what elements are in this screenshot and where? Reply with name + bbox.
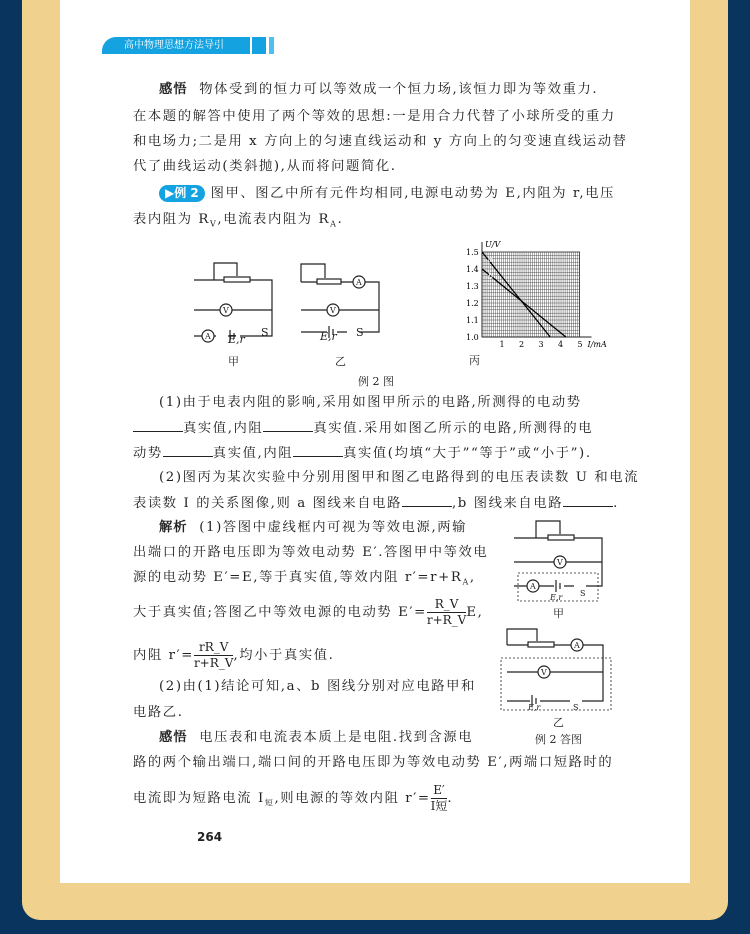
analysis-text: 出端口的开路电压即为等效电动势 E′.答图甲中等效电 (133, 545, 489, 560)
header-decor (269, 37, 274, 54)
fraction: $\frac{rR\_V}{r+R\_V}$ (193, 640, 234, 670)
label-jia: 甲 (228, 355, 239, 368)
answer-blank[interactable] (163, 443, 213, 457)
answer-label-yi: 乙 (553, 716, 564, 729)
svg-text:S: S (580, 589, 586, 598)
svg-text:V: V (223, 306, 229, 315)
u-i-graph (400, 240, 607, 352)
label-er: E,r (228, 333, 245, 346)
svg-text:V: V (541, 668, 547, 677)
svg-text:V: V (557, 558, 563, 567)
analysis-text: , (469, 570, 476, 585)
analysis-text: (2)由(1)结论可知,a、b 图线分别对应电路甲和 (159, 679, 476, 694)
y-tick-label: 1.2 (466, 299, 479, 308)
answer-circuit-yi (500, 626, 615, 716)
analysis-text: 源的电动势 E′=E,等于真实值,等效内阻 r′=r+R (133, 570, 463, 585)
subscript: A (330, 219, 338, 229)
insight-label: 感悟 (159, 730, 188, 745)
label-er: E,r (320, 330, 337, 343)
analysis-label: 解析 (159, 520, 188, 535)
question-text: (1)由于电表内阻的影响,采用如图甲所示的电路,所测得的电动势 (159, 395, 582, 410)
svg-text:A: A (574, 641, 580, 650)
fraction: $\frac{R\_V}{r+R\_V}$ (426, 597, 467, 627)
answer-circuit-jia (510, 516, 610, 606)
question-text: 真实值(均填“大于”“等于”或“小于”). (343, 446, 592, 461)
subscript: V (210, 219, 218, 229)
x-axis-label: I/mA (587, 340, 607, 349)
example-text: 表内阻为 R (133, 212, 211, 227)
answer-blank[interactable] (263, 418, 313, 432)
example-badge: ▶例 2 (159, 185, 205, 202)
x-tick-label: 3 (538, 340, 544, 349)
question-text: 表读数 I 的关系图像,则 a 图线来自电路 (133, 496, 402, 511)
header-decor (252, 37, 266, 54)
insight-text: 代了曲线运动(类斜抛),从而将问题简化. (133, 159, 397, 174)
analysis-text: (1)答图中虚线框内可视为等效电源,两输 (199, 520, 468, 535)
subscript: A (462, 577, 470, 587)
insight-text: 在本题的解答中使用了两个等效的思想:一是用合力代替了小球所受的重力 (133, 109, 616, 124)
page-number: 264 (197, 830, 223, 844)
insight-text: 电流即为短路电流 I (133, 791, 265, 806)
x-tick-label: 1 (499, 340, 505, 349)
fraction: $\frac{E'}{\text{I短}}$ (430, 783, 448, 813)
label-bing: 丙 (469, 354, 480, 367)
example-text: 图甲、图乙中所有元件均相同,电源电动势为 E,内阻为 r,电压 (210, 186, 616, 201)
answer-label-jia: 甲 (553, 607, 564, 620)
answer-blank[interactable] (402, 493, 452, 507)
insight-text: 电压表和电流表本质上是电阻.找到含源电 (199, 730, 474, 745)
x-tick-label: 4 (558, 340, 564, 349)
question-text: 动势 (133, 446, 163, 461)
y-tick-label: 1.3 (466, 282, 479, 291)
question-text: ,b 图线来自电路 (451, 496, 564, 511)
label-switch: S (261, 326, 269, 339)
figure-caption: 例 2 图 (358, 375, 394, 388)
question-text: 真实值,内阻 (183, 421, 264, 436)
analysis-text: 大于真实值;答图乙中等效电源的电动势 E′= (133, 605, 427, 620)
x-tick-label: 5 (577, 340, 583, 349)
insight-text: 物体受到的恒力可以等效成一个恒力场,该恒力即为等效重力. (199, 82, 599, 97)
svg-text:A: A (205, 332, 211, 341)
answer-blank[interactable] (563, 493, 613, 507)
circuit-yi (297, 258, 387, 338)
running-header: 高中物理思想方法导引 (102, 37, 250, 54)
svg-text:A: A (356, 278, 362, 287)
analysis-text: 电路乙. (133, 705, 184, 720)
answer-figure-caption: 例 2 答图 (535, 733, 582, 746)
question-text: 真实值.采用如图乙所示的电路,所测得的电 (313, 421, 594, 436)
graph-line-label: b (487, 271, 493, 281)
svg-text:A: A (530, 582, 536, 591)
label-yi: 乙 (335, 355, 346, 368)
subscript: 短 (264, 798, 275, 808)
insight-text: . (447, 791, 454, 806)
x-tick-label: 2 (519, 340, 525, 349)
analysis-text: E, (466, 605, 484, 620)
book-page (60, 0, 690, 883)
question-text: (2)图丙为某次实验中分别用图甲和图乙电路得到的电压表读数 U 和电流 (159, 470, 640, 485)
y-tick-label: 1.0 (466, 333, 479, 342)
svg-text:V: V (330, 306, 336, 315)
answer-blank[interactable] (133, 418, 183, 432)
analysis-text: ,均小于真实值. (233, 648, 335, 663)
y-tick-label: 1.5 (466, 248, 479, 257)
y-tick-label: 1.1 (466, 316, 479, 325)
question-text: 真实值,内阻 (212, 446, 294, 461)
svg-text:E,r: E,r (528, 703, 541, 712)
insight-label: 感悟 (159, 82, 188, 97)
example-text: . (337, 212, 344, 227)
insight-text: 路的两个输出端口,端口间的开路电压即为等效电动势 E′,两端口短路时的 (133, 755, 614, 770)
insight-text: 和电场力;二是用 x 方向上的匀速直线运动和 y 方向上的匀变速直线运动替 (133, 134, 628, 149)
analysis-text: 内阻 r′= (133, 648, 194, 663)
y-tick-label: 1.4 (466, 265, 479, 274)
label-switch: S (356, 326, 364, 339)
svg-text:E,r: E,r (550, 593, 563, 602)
svg-text:S: S (573, 703, 579, 712)
answer-blank[interactable] (293, 443, 343, 457)
question-text: . (613, 496, 619, 511)
graph-line-label: a (487, 254, 493, 264)
y-axis-label: U/V (485, 240, 501, 249)
example-text: ,电流表内阻为 R (217, 212, 331, 227)
insight-text: ,则电源的等效内阻 r′= (274, 791, 431, 806)
